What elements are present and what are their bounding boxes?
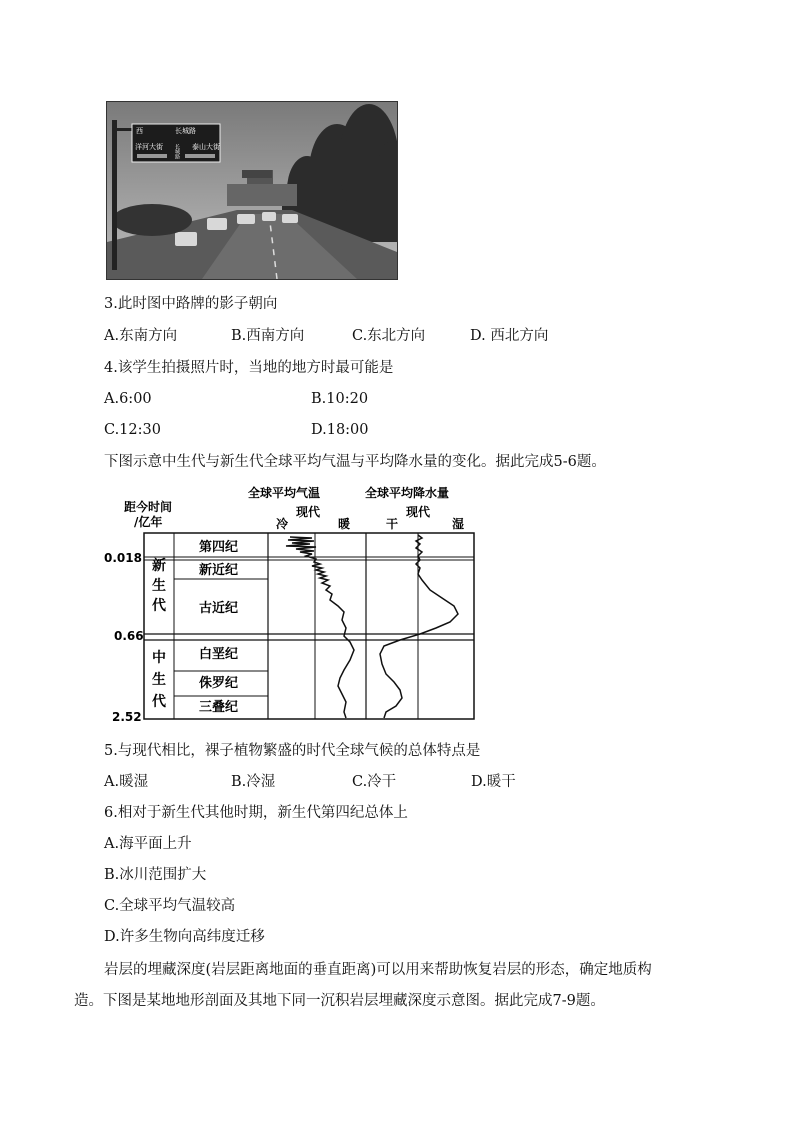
sign-text-top: 长城路 [175,127,196,135]
intro-7-9-line-1: 岩层的埋藏深度(岩层距离地面的垂直距离)可以用来帮助恢复岩层的形态，确定地质构 [104,962,652,978]
period-cretaceous: 白垩纪 [199,647,239,662]
sign-text-left: 洋河大街 [135,143,163,151]
q4-option-c: C.12:30 [104,422,161,438]
era-cenozoic-char-3: 代 [152,598,166,614]
temperature-left-label: 冷 [276,517,289,531]
road-photo [106,101,398,280]
era-mesozoic-char-1: 中 [152,650,166,666]
precipitation-right-label: 湿 [452,517,465,531]
precipitation-mid-label: 现代 [406,505,431,519]
sign-text-mid: 长城路 [174,144,180,159]
intro-5-6: 下图示意中生代与新生代全球平均气温与平均降水量的变化。据此完成5-6题。 [104,454,606,470]
y-tick-0018: 0.018 [104,551,142,565]
intro-7-9-line-2: 造。下图是某地地形剖面及其地下同一沉积岩层埋藏深度示意图。据此完成7-9题。 [74,993,605,1009]
temperature-header: 全球平均气温 [248,486,321,500]
period-triassic: 三叠纪 [199,700,239,715]
question-5-stem: 5.与现代相比，裸子植物繁盛的时代全球气候的总体特点是 [104,743,481,759]
era-mesozoic-char-2: 生 [152,672,166,688]
question-4-stem: 4.该学生拍摄照片时，当地的地方时最可能是 [104,360,394,376]
q5-option-c: C.冷干 [352,774,397,790]
precipitation-curve [380,535,458,718]
y-tick-066: 0.66 [114,629,144,643]
q4-option-d: D.18:00 [311,422,369,438]
era-cenozoic-char-1: 新 [152,558,166,574]
climate-chart [100,480,480,724]
era-cenozoic-char-2: 生 [152,578,166,594]
temperature-curve [286,537,354,718]
question-6-stem: 6.相对于新生代其他时期，新生代第四纪总体上 [104,805,408,821]
period-neogene: 新近纪 [199,563,239,578]
q3-option-b: B.西南方向 [231,328,305,344]
chart-frame [144,533,474,719]
temperature-right-label: 暖 [338,517,351,531]
sign-text-west: 西 [136,127,143,135]
precipitation-header: 全球平均降水量 [365,486,450,500]
q5-option-d: D.暖干 [471,774,516,790]
era-mesozoic-char-3: 代 [152,694,166,710]
q3-option-c: C.东北方向 [352,328,426,344]
q3-option-a: A.东南方向 [104,328,178,344]
q4-option-a: A.6:00 [104,391,152,407]
period-paleogene: 古近纪 [199,601,239,616]
q6-option-d: D.许多生物向高纬度迁移 [104,929,265,945]
road-photo-drawing [107,102,397,279]
precipitation-left-label: 干 [386,517,399,531]
q5-option-b: B.冷湿 [231,774,276,790]
period-jurassic: 侏罗纪 [199,676,239,691]
y-tick-252: 2.52 [112,710,142,724]
q5-option-a: A.暖湿 [104,774,149,790]
axis-title-line-1: 距今时间 [124,500,173,514]
period-quaternary: 第四纪 [199,540,239,555]
q4-option-b: B.10:20 [311,391,369,407]
q6-option-a: A.海平面上升 [104,836,192,852]
q3-option-d: D. 西北方向 [470,328,549,344]
q6-option-b: B.冰川范围扩大 [104,867,207,883]
temperature-mid-label: 现代 [296,505,321,519]
sign-text-right: 泰山大街 [192,143,220,151]
question-3-stem: 3.此时图中路牌的影子朝向 [104,296,278,312]
axis-title-line-2: /亿年 [134,515,163,529]
q6-option-c: C.全球平均气温较高 [104,898,236,914]
